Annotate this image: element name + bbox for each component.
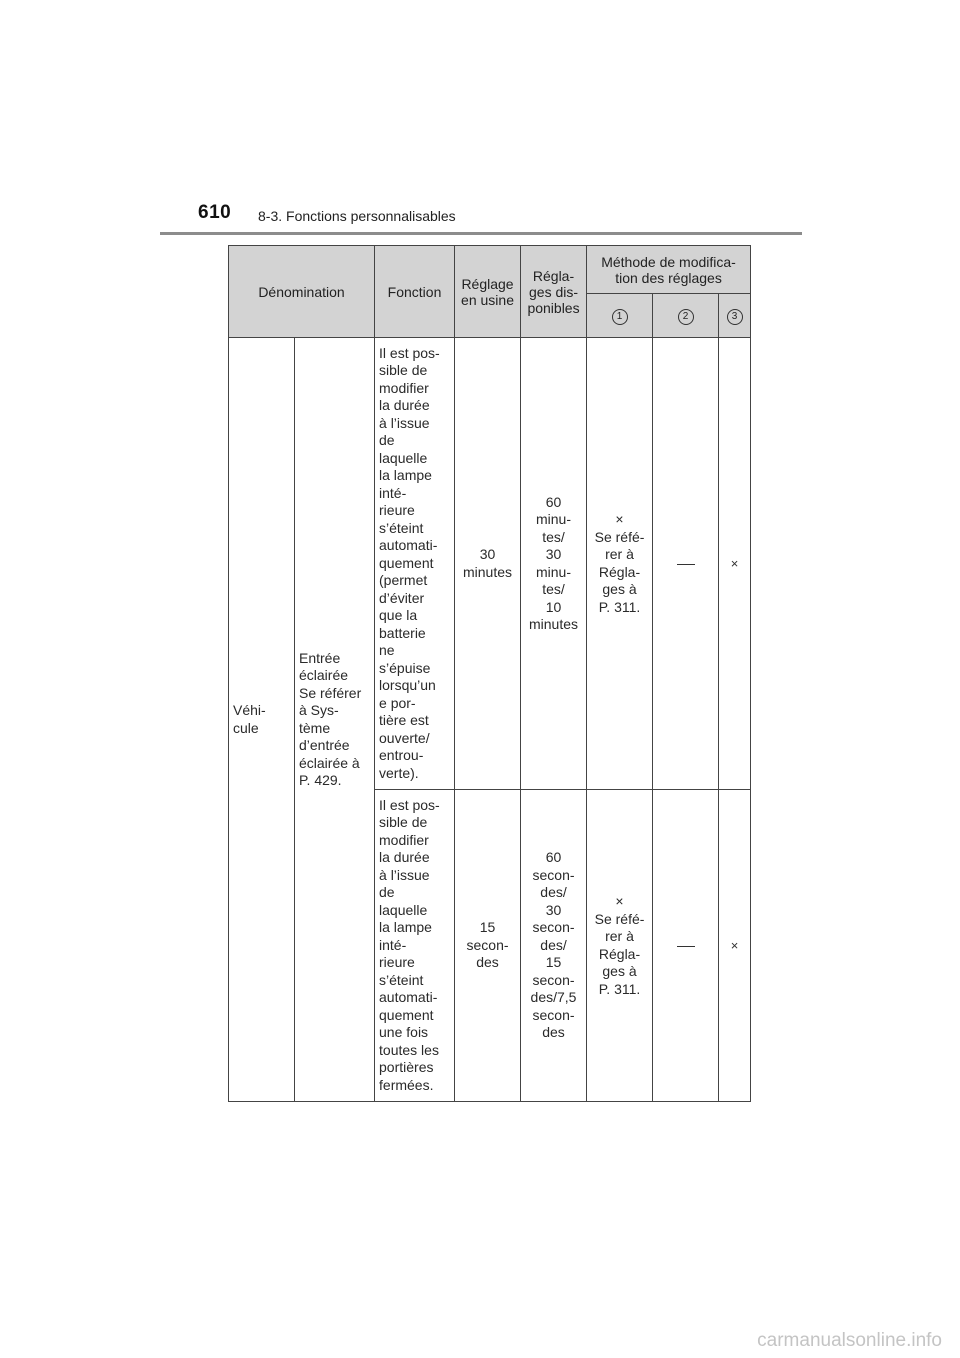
header-methode-label: Méthode de modifica- tion des réglages [601,253,736,286]
method-3-text: × [730,937,739,953]
header-fonction-label: Fonction [387,283,442,300]
dash-icon [677,946,695,947]
cell-method-1 [587,338,653,790]
cell-description [375,338,455,790]
cell-method-2 [653,338,719,790]
header-denomination [229,246,375,338]
cell-factory-setting [455,338,521,790]
factory-setting-text: 15 secon- des [466,919,509,971]
header-methode-col-1 [587,294,653,338]
header-methode [587,246,751,294]
cell-factory-setting [455,790,521,1102]
header-reglage-usine-label: Réglage en usine [461,275,514,308]
header-methode-col-2 [653,294,719,338]
cell-available-settings [521,790,587,1102]
circled-number-3: 3 [727,309,743,325]
method-1-text: × Se réfé- rer à Régla- ges à P. 311. [594,893,645,997]
header-reglage-usine [455,246,521,338]
available-settings-text: 60 secon- des/ 30 secon- des/ 15 secon- des/7,5 secon- des [530,849,577,1041]
header-methode-col-3 [719,294,751,338]
method-1-text: × Se réfé- rer à Régla- ges à P. 311. [594,511,645,615]
cell-method-2 [653,790,719,1102]
circled-number-2: 2 [678,309,694,325]
header-reglages-disponibles [521,246,587,338]
cell-fonction [295,338,375,1102]
description-text: Il est pos- sible de modifier la durée à l’issue de laquelle la lampe inté- rieure s’éteint automati- quement (permet d’éviter que la batterie ne s’épuise lorsqu’un e por- tière est ouverte/ entrou- verte). [379,344,440,781]
factory-setting-text: 30 minutes [463,546,513,580]
section-title: 8-3. Fonctions personnalisables [258,208,456,224]
denomination-value: Véhi- cule [233,702,266,736]
cell-denomination [229,338,295,1102]
dash-icon [677,564,695,565]
header-fonction [375,246,455,338]
page-number: 610 [198,202,232,223]
fonction-value: Entrée éclairée Se référer à Sys- tème d’entrée éclairée à P. 429. [299,649,362,788]
available-settings-text: 60 minu- tes/ 30 minu- tes/ 10 minutes [529,493,579,632]
circled-number-1: 1 [612,309,628,325]
description-text: Il est pos- sible de modifier la durée à l’issue de laquelle la lampe inté- rieure s’éteint automati- quement une fois toutes les portières fermées. [379,796,440,1093]
cell-method-3 [719,338,751,790]
cell-description [375,790,455,1102]
method-3-text: × [730,555,739,571]
settings-table-wrapper [228,245,750,1102]
header-denomination-label: Dénomination [258,283,345,300]
settings-table [228,245,751,1102]
cell-available-settings [521,338,587,790]
table-row [229,338,751,790]
header-rule [160,232,802,235]
cell-method-3 [719,790,751,1102]
watermark-text: carmanualsonline.info [757,1330,942,1351]
cell-method-1 [587,790,653,1102]
header-reglages-disponibles-label: Régla- ges dis- ponibles [527,267,580,316]
